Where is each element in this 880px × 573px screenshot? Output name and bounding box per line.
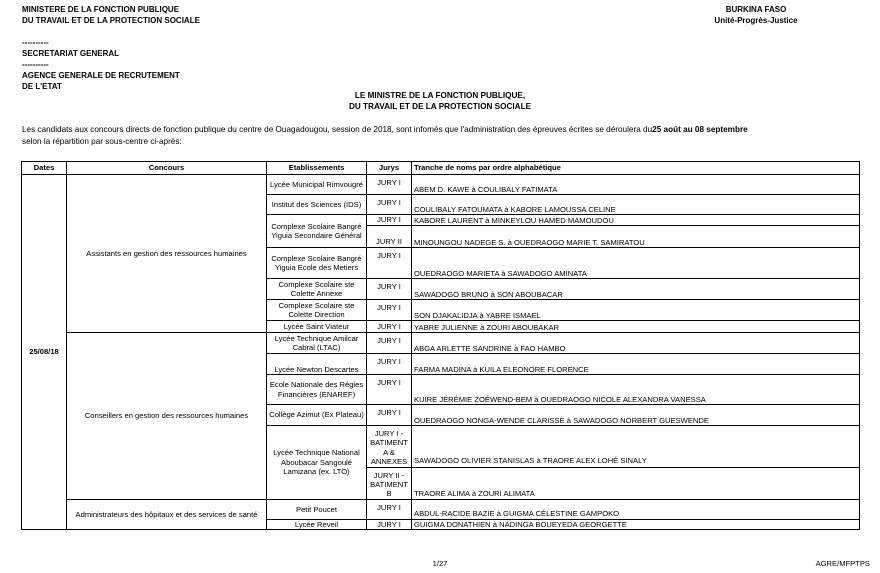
jury-cell: JURY II [367,226,412,248]
etablissement-cell: Complexe Scolaire ste Colette Direction [267,300,367,321]
tranche-cell: SON DJAKALIDJA à YABRE ISMAEL [412,300,860,321]
jury-cell: JURY I [367,248,412,279]
jury-cell: JURY I [367,195,412,215]
tranche-cell: ABEM D. KAWE à COULIBALY FATIMATA [412,175,860,195]
header-etablissements: Etablissements [267,162,367,175]
jury-cell: JURY I [367,405,412,426]
etablissement-cell: Complexe Scolaire Bangré Yiguia Secondaire Général [267,215,367,248]
header-tranche: Tranche de noms par ordre alphabétique [412,162,860,175]
intro-text-continued: selon la répartition par sous-centre ci-après: [22,137,182,146]
header-separator: ---------- [22,60,49,69]
etablissement-cell: Lycée Newton Descartes [267,354,367,375]
country-motto: Unité-Progrès-Justice [714,16,798,25]
jury-cell: JURY I [367,354,412,375]
header-country-block [686,4,826,26]
document-title [0,90,880,112]
tranche-cell: GUIGMA DONATHIEN à NADINGA BOUEYEDA GEORGETTE [412,519,860,529]
table-header-row [22,162,860,175]
etablissement-cell: Lycée Reveil [267,519,367,529]
header-dates: Dates [22,162,67,175]
tranche-cell: ABDUL-RACIDE BAZIE à GUIGMA CÉLESTINE GAMPOKO [412,499,860,519]
table-row [22,175,860,195]
concours-cell: Assistants en gestion des ressources humaines [67,175,267,333]
jury-cell: JURY I [367,333,412,354]
tranche-cell: ABGA ARLETTE SANDRINE à FAO HAMBO [412,333,860,354]
page-number: 1/27 [432,559,448,568]
ministry-name-line1: MINISTERE DE LA FONCTION PUBLIQUE [22,5,180,14]
tranche-cell: KUIRE JÉRÉMIE ZOÉWEND-BEM à OUEDRAOGO NICOLE ALEXANDRA VANESSA [412,375,860,405]
exam-distribution-table [21,161,860,530]
tranche-cell: MINOUNGOU NADEGE S. à OUEDRAOGO MARIE T. SAMIRATOU [412,226,860,248]
etablissement-cell: Collège Azimut (Ex Plateau) [267,405,367,426]
ministry-name-line2: DU TRAVAIL ET DE LA PROTECTION SOCIALE [22,16,200,25]
tranche-cell: COULIBALY FATOUMATA à KABORE LAMOUSSA CELINE [412,195,860,215]
agency-name-line2: DE L'ETAT [22,82,62,91]
jury-cell: JURY I [367,519,412,529]
secretariat-name: SECRETARIAT GENERAL [22,49,120,58]
tranche-cell: TRAORE ALIMA à ZOURI ALIMATA [412,467,860,499]
etablissement-cell: Petit Poucet [267,499,367,519]
etablissement-cell: Ecole Nationale des Régies Financières (ENAREF) [267,375,367,405]
etablissement-cell: Lycée Municipal Rimvougré [267,175,367,195]
tranche-cell: SAWADOGO OLIVIER STANISLAS à TRAORE ALEX LOHÉ SINALY [412,426,860,468]
country-name: BURKINA FASO [725,5,787,14]
jury-cell: JURY I [367,279,412,300]
header-jurys: Jurys [367,162,412,175]
tranche-cell: OUEDRAOGO NONGA-WENDE CLARISSE à SAWADOGO NORBERT GUESWENDE [412,405,860,426]
intro-text: Les candidats aux concours directs de fonction publique du centre de Ouagadougou, session de 2018, sont infomés que l'administration des épreuves écrites se déroulera du [22,125,653,134]
tranche-cell: SAWADOGO BRUNO à SON ABOUBACAR [412,279,860,300]
intro-exam-dates: 25 août au 08 septembre [652,125,748,134]
jury-cell: JURY I [367,300,412,321]
etablissement-cell: Lycée Saint Viateur [267,321,367,333]
tranche-cell: FARMA MADINA à KUILA ELEONORE FLORENCE [412,354,860,375]
etablissement-cell: Lycée Technique National Aboubacar Sangoulé Lamizana (ex. LTO) [267,426,367,500]
jury-cell: JURY I [367,499,412,519]
header-ministry-block [22,4,282,92]
table-row [22,333,860,354]
jury-cell: JURY I [367,175,412,195]
tranche-cell: OUEDRAOGO MARIETA à SAWADOGO AMINATA [412,248,860,279]
tranche-cell: YABRE JULIENNE à ZOURI ABOUBAKAR [412,321,860,333]
intro-paragraph [22,124,872,148]
document-title-line2: DU TRAVAIL ET DE LA PROTECTION SOCIALE [348,102,532,111]
exam-date-cell: 25/08/18 [22,175,67,530]
document-code: AGRE/MFPTPS [815,559,870,568]
header-separator: ---------- [22,38,49,47]
concours-cell: Administrateurs des hôpitaux et des services de santé [67,499,267,529]
table-row [22,499,860,519]
jury-cell: JURY I - BATIMENT A & ANNEXES [367,426,412,468]
jury-cell: JURY II - BATIMENT B [367,467,412,499]
etablissement-cell: Complexe Scolaire ste Colette Annexe [267,279,367,300]
jury-cell: JURY I [367,375,412,405]
header-concours: Concours [67,162,267,175]
tranche-cell: KABORE LAURENT à MINKEYLOU HAMED MAMOUDOU [412,215,860,226]
document-title-line1: LE MINISTRE DE LA FONCTION PUBLIQUE, [354,91,526,100]
etablissement-cell: Complexe Scolaire Bangré Yiguia Ecole des Metiers [267,248,367,279]
etablissement-cell: Institut des Sciences (IDS) [267,195,367,215]
concours-cell: Conseillers en gestion des ressources humaines [67,333,267,500]
etablissement-cell: Lycée Technique Amilcar Cabral (LTAC) [267,333,367,354]
jury-cell: JURY I [367,321,412,333]
agency-name-line1: AGENCE GENERALE DE RECRUTEMENT [22,71,180,80]
jury-cell: JURY I [367,215,412,226]
